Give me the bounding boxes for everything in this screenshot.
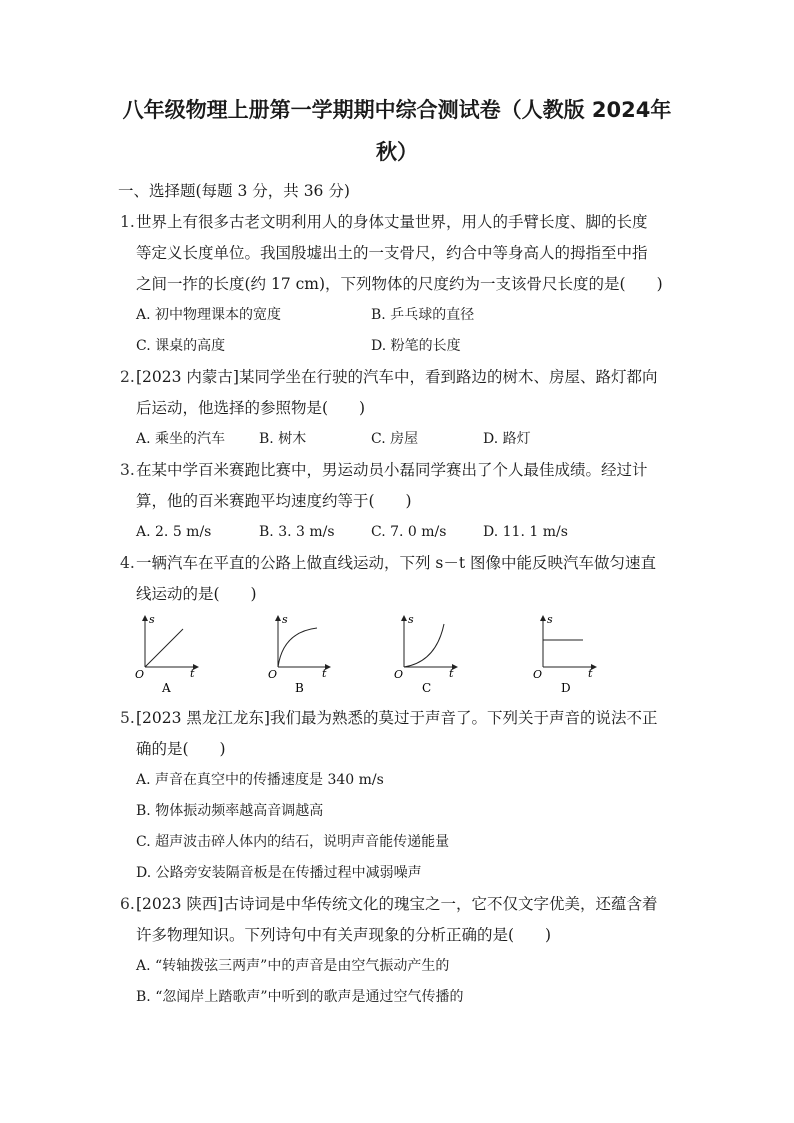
graph-d-origin: O <box>533 668 543 681</box>
graph-b-axis-y: s <box>282 613 288 626</box>
graph-c-axis-y: s <box>408 613 414 626</box>
graph-a-label: A <box>162 681 171 695</box>
graph-d-axis-y: s <box>547 613 553 626</box>
exam-title-line2: 秋） <box>376 140 418 164</box>
q6-option-a[interactable]: A. “转轴拨弦三两声”中的声音是由空气振动产生的 <box>136 958 450 974</box>
q6-number: 6. <box>120 895 135 913</box>
q1-stem-line1: 世界上有很多古老文明利用人的身体丈量世界，用人的手臂长度、脚的长度 <box>136 213 648 231</box>
q5-option-a[interactable]: A. 声音在真空中的传播速度是 340 m/s <box>136 772 384 788</box>
graph-a[interactable] <box>135 613 198 695</box>
graph-d-axis-x: t <box>588 667 593 680</box>
q4-stem-line2: 线运动的是( ) <box>136 585 257 603</box>
q3-option-c[interactable]: C. 7. 0 m/s <box>371 524 447 540</box>
q3-stem-line1: 在某中学百米赛跑比赛中，男运动员小磊同学赛出了个人最佳成绩。经过计 <box>136 461 648 479</box>
q6-stem-line2: 许多物理知识。下列诗句中有关声现象的分析正确的是( ) <box>136 926 552 944</box>
q1-stem-line3: 之间一拃的长度(约 17 cm)，下列物体的尺度约为一支该骨尺长度的是( ) <box>136 275 663 293</box>
q1-option-b[interactable]: B. 乒乓球的直径 <box>371 307 475 323</box>
graph-d[interactable] <box>533 613 596 695</box>
q4-stem-line1: 一辆汽车在平直的公路上做直线运动，下列 s－t 图像中能反映汽车做匀速直 <box>136 554 657 572</box>
q2-number: 2. <box>120 368 135 386</box>
q2-option-b[interactable]: B. 树木 <box>259 431 307 447</box>
q2-stem-line2: 后运动，他选择的参照物是( ) <box>136 399 366 417</box>
q3-option-a[interactable]: A. 2. 5 m/s <box>136 524 212 540</box>
q1-option-c[interactable]: C. 课桌的高度 <box>136 338 226 354</box>
q3-option-b[interactable]: B. 3. 3 m/s <box>259 524 335 540</box>
q5-option-d[interactable]: D. 公路旁安装隔音板是在传播过程中减弱噪声 <box>136 865 422 881</box>
q5-stem-line1: [2023 黑龙江龙东]我们最为熟悉的莫过于声音了。下列关于声音的说法不正 <box>136 709 658 727</box>
q2-option-c[interactable]: C. 房屋 <box>371 431 419 447</box>
q1-option-a[interactable]: A. 初中物理课本的宽度 <box>136 307 282 323</box>
q3-number: 3. <box>120 461 135 479</box>
graph-c-label: C <box>422 681 432 695</box>
graph-b-origin: O <box>268 668 278 681</box>
q5-stem-line2: 确的是( ) <box>136 740 226 758</box>
exam-title-line1: 八年级物理上册第一学期期中综合测试卷（人教版 2024年 <box>122 98 672 122</box>
graph-b[interactable] <box>268 613 330 695</box>
q3-option-d[interactable]: D. 11. 1 m/s <box>483 524 568 540</box>
q1-number: 1. <box>120 213 135 231</box>
q2-stem-line1: [2023 内蒙古]某同学坐在行驶的汽车中，看到路边的树木、房屋、路灯都向 <box>136 368 658 386</box>
graph-c-origin: O <box>394 668 404 681</box>
graph-a-origin: O <box>135 668 145 681</box>
q1-option-d[interactable]: D. 粉笔的长度 <box>371 338 461 354</box>
graph-a-curve <box>145 629 183 667</box>
q3-stem-line2: 算，他的百米赛跑平均速度约等于( ) <box>136 492 412 510</box>
q6-option-b[interactable]: B. “忽闻岸上踏歌声”中听到的歌声是通过空气传播的 <box>136 989 464 1005</box>
q5-number: 5. <box>120 709 135 727</box>
q4-graphs <box>0 610 794 700</box>
graph-b-curve <box>278 628 317 667</box>
graph-b-label: B <box>295 681 304 695</box>
graph-a-axis-y: s <box>149 613 155 626</box>
graph-b-axis-x: t <box>322 667 327 680</box>
q6-stem-line1: [2023 陕西]古诗词是中华传统文化的瑰宝之一，它不仅文字优美，还蕴含着 <box>136 895 658 913</box>
q2-option-d[interactable]: D. 路灯 <box>483 431 531 447</box>
q4-number: 4. <box>120 554 135 572</box>
graph-c-curve <box>404 624 444 667</box>
graph-d-label: D <box>561 681 571 695</box>
q1-stem-line2: 等定义长度单位。我国殷墟出土的一支骨尺，约合中等身高人的拇指至中指 <box>136 244 648 262</box>
q5-option-c[interactable]: C. 超声波击碎人体内的结石，说明声音能传递能量 <box>136 834 450 850</box>
section-heading: 一、选择题(每题 3 分，共 36 分) <box>118 182 350 200</box>
graph-c[interactable] <box>394 613 457 695</box>
q5-option-b[interactable]: B. 物体振动频率越高音调越高 <box>136 803 324 819</box>
graph-a-axis-x: t <box>190 667 195 680</box>
q2-option-a[interactable]: A. 乘坐的汽车 <box>136 431 226 447</box>
graph-c-axis-x: t <box>449 667 454 680</box>
